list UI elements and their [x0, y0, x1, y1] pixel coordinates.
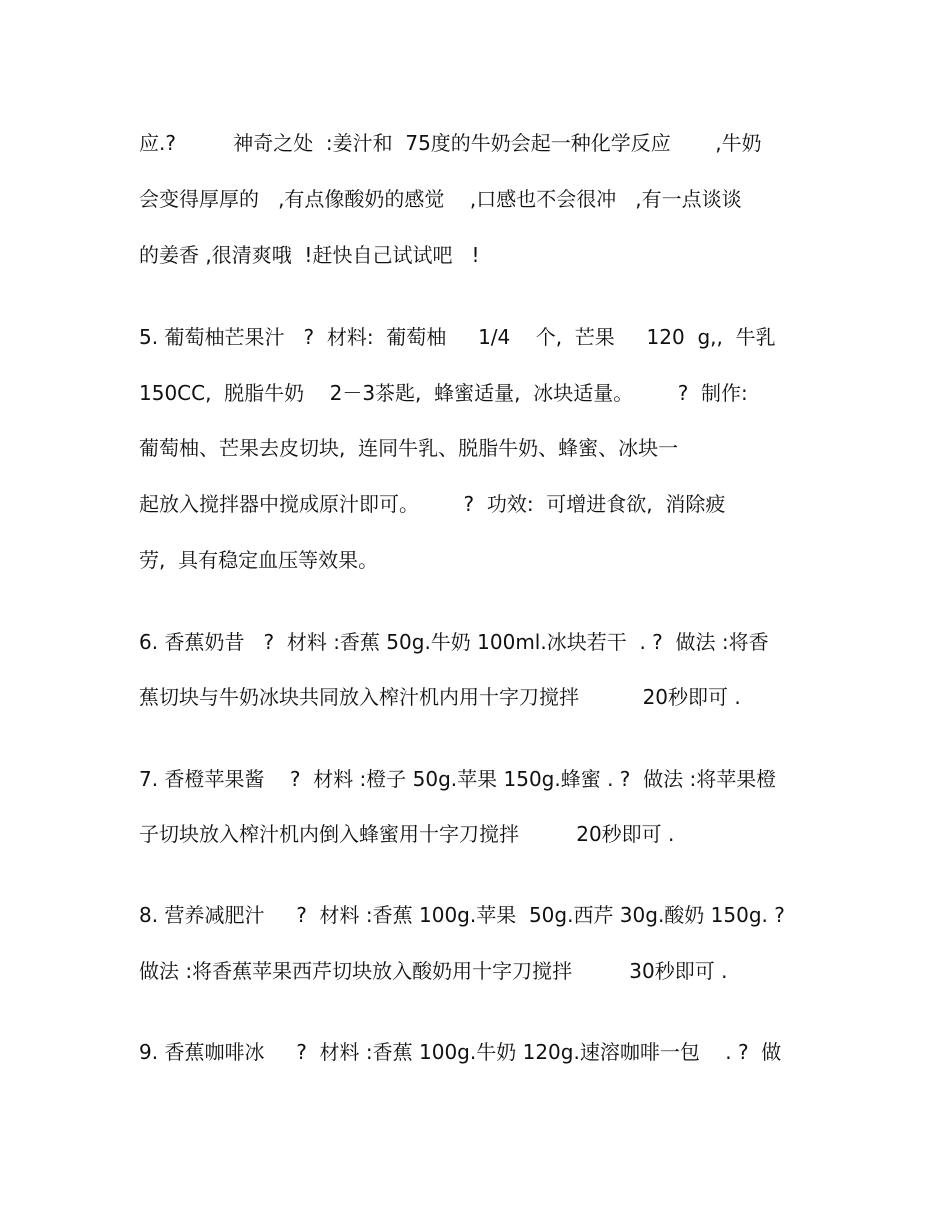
text-line-12: 子切块放入榨汁机内倒入蜂蜜用十字刀搅拌 20秒即可 .	[139, 822, 675, 846]
text-line-6: 葡萄柚、芒果去皮切块, 连同牛乳、脱脂牛奶、蜂蜜、冰块一	[139, 436, 679, 460]
text-line-8: 劳, 具有稳定血压等效果。	[139, 548, 379, 572]
text-line-13: 8. 营养减肥汁 ? 材料 :香蕉 100g.苹果 50g.西芹 30g.酸奶 150g. ?	[139, 903, 785, 927]
text-line-7: 起放入搅拌器中搅成原汁即可。 ? 功效: 可增进食欲, 消除疲	[139, 492, 726, 516]
text-line-1: 应.? 神奇之处 :姜汁和 75度的牛奶会起一种化学反应 ,牛奶	[139, 131, 762, 155]
text-line-10: 蕉切块与牛奶冰块共同放入榨汁机内用十字刀搅拌 20秒即可 .	[139, 685, 741, 709]
text-line-11: 7. 香橙苹果酱 ? 材料 :橙子 50g.苹果 150g.蜂蜜 . ? 做法 :将苹果橙	[139, 767, 777, 791]
text-line-15: 9. 香蕉咖啡冰 ? 材料 :香蕉 100g.牛奶 120g.速溶咖啡一包 . ? 做	[139, 1040, 782, 1064]
text-line-14: 做法 :将香蕉苹果西芹切块放入酸奶用十字刀搅拌 30秒即可 .	[139, 959, 728, 983]
text-line-2: 会变得厚厚的 ,有点像酸奶的感觉 ,口感也不会很冲 ,有一点谈谈	[139, 187, 742, 211]
text-line-3: 的姜香 ,很清爽哦 !赶快自己试试吧 !	[139, 243, 480, 267]
text-line-4: 5. 葡萄柚芒果汁 ? 材料: 葡萄柚 1/4 个, 芒果 120 g,, 牛乳	[139, 325, 776, 349]
text-line-5: 150CC, 脱脂牛奶 2－3茶匙, 蜂蜜适量, 冰块适量。 ? 制作:	[139, 381, 748, 405]
text-line-9: 6. 香蕉奶昔 ? 材料 :香蕉 50g.牛奶 100ml.冰块若干 . ? 做法 :将香	[139, 630, 769, 654]
